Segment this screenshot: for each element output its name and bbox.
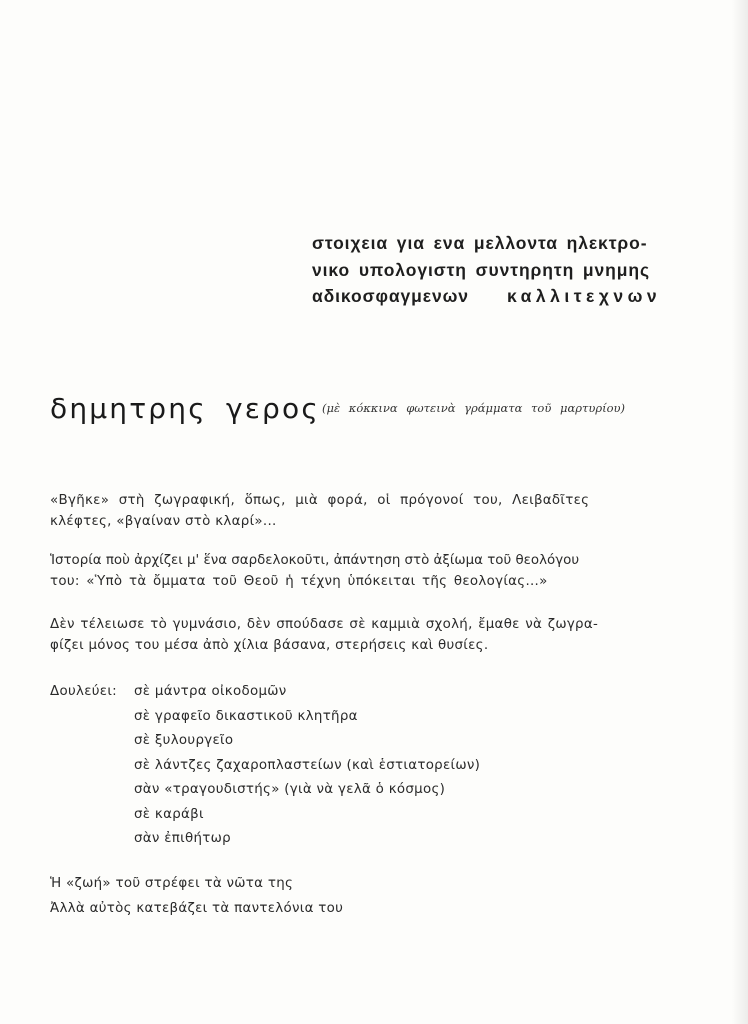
closing-lines [50, 871, 343, 921]
scan-edge-shadow [732, 0, 748, 1024]
paragraph-line: Δὲν τέλειωσε τὸ γυμνάσιο, δὲν σπούδασε σὲ καμμιὰ σχολή, ἔμαθε νὰ ζωγρα- [50, 617, 599, 632]
work-list-item: σὲ καράβι [134, 806, 204, 822]
work-list-item: σὲ ξυλουργεῖο [134, 733, 234, 748]
work-item-text: σὲ μάντρα οἰκοδομῶν [134, 684, 287, 699]
work-list-item: σὰν ἐπιθήτωρ [134, 831, 231, 846]
work-list-item: σὲ λάντζες ζαχαροπλαστείων (καὶ ἑστιατορείων) [134, 757, 481, 773]
work-list-item: σὰν «τραγουδιστής» (γιὰ νὰ γελᾶ ὁ κόσμος) [134, 782, 446, 797]
paragraph [50, 614, 662, 656]
work-label: Δουλεύει: [50, 684, 117, 699]
paragraph [50, 550, 662, 592]
paragraph-line: «Βγῆκε» στὴ ζωγραφική, ὅπως, μιὰ φορά, οἱ πρόγονοί του, Λειβαδῖτες [50, 493, 590, 508]
paragraph [50, 490, 662, 532]
paragraph-line: κλέφτες, «βγαίναν στὸ κλαρί»... [50, 514, 277, 529]
header-line [312, 283, 662, 310]
paragraph-line: φίζει μόνος του μέσα ἀπὸ χίλια βάσανα, στερήσεις καὶ θυσίες. [50, 638, 489, 653]
header-line: στοιχεια για ενα μελλοντα ηλεκτρο- [312, 233, 648, 253]
closing-line: Ἀλλὰ αὐτὸς κατεβάζει τὰ παντελόνια του [50, 901, 344, 916]
author-name: δημητρης γερος [50, 392, 320, 425]
header-block [312, 230, 662, 310]
header-word-spaced: καλλιτεχνων [506, 286, 662, 306]
header-word: αδικοσφαγμενων [312, 286, 469, 306]
paragraph-line: του: «Ὑπὸ τὰ ὄμματα τοῦ Θεοῦ ἡ τέχνη ὑπόκειται τῆς θεολογίας...» [50, 574, 548, 589]
work-list [50, 680, 480, 852]
closing-line: Ἡ «ζωή» τοῦ στρέφει τὰ νῶτα της [50, 876, 294, 891]
work-list-item: σὲ γραφεῖο δικαστικοῦ κλητῆρα [134, 708, 358, 724]
header-line: νικο υπολογιστη συντηρητη μνημης [312, 259, 650, 280]
paragraph-line: Ἱστορία ποὺ ἀρχίζει μ' ἕνα σαρδελοκοῦτι, ἀπάντηση στὸ ἀξίωμα τοῦ θεολόγου [50, 553, 580, 568]
work-list-item [50, 680, 480, 705]
author-note: (μὲ κόκκινα φωτεινὰ γράμματα τοῦ μαρτυρίου) [322, 401, 625, 415]
